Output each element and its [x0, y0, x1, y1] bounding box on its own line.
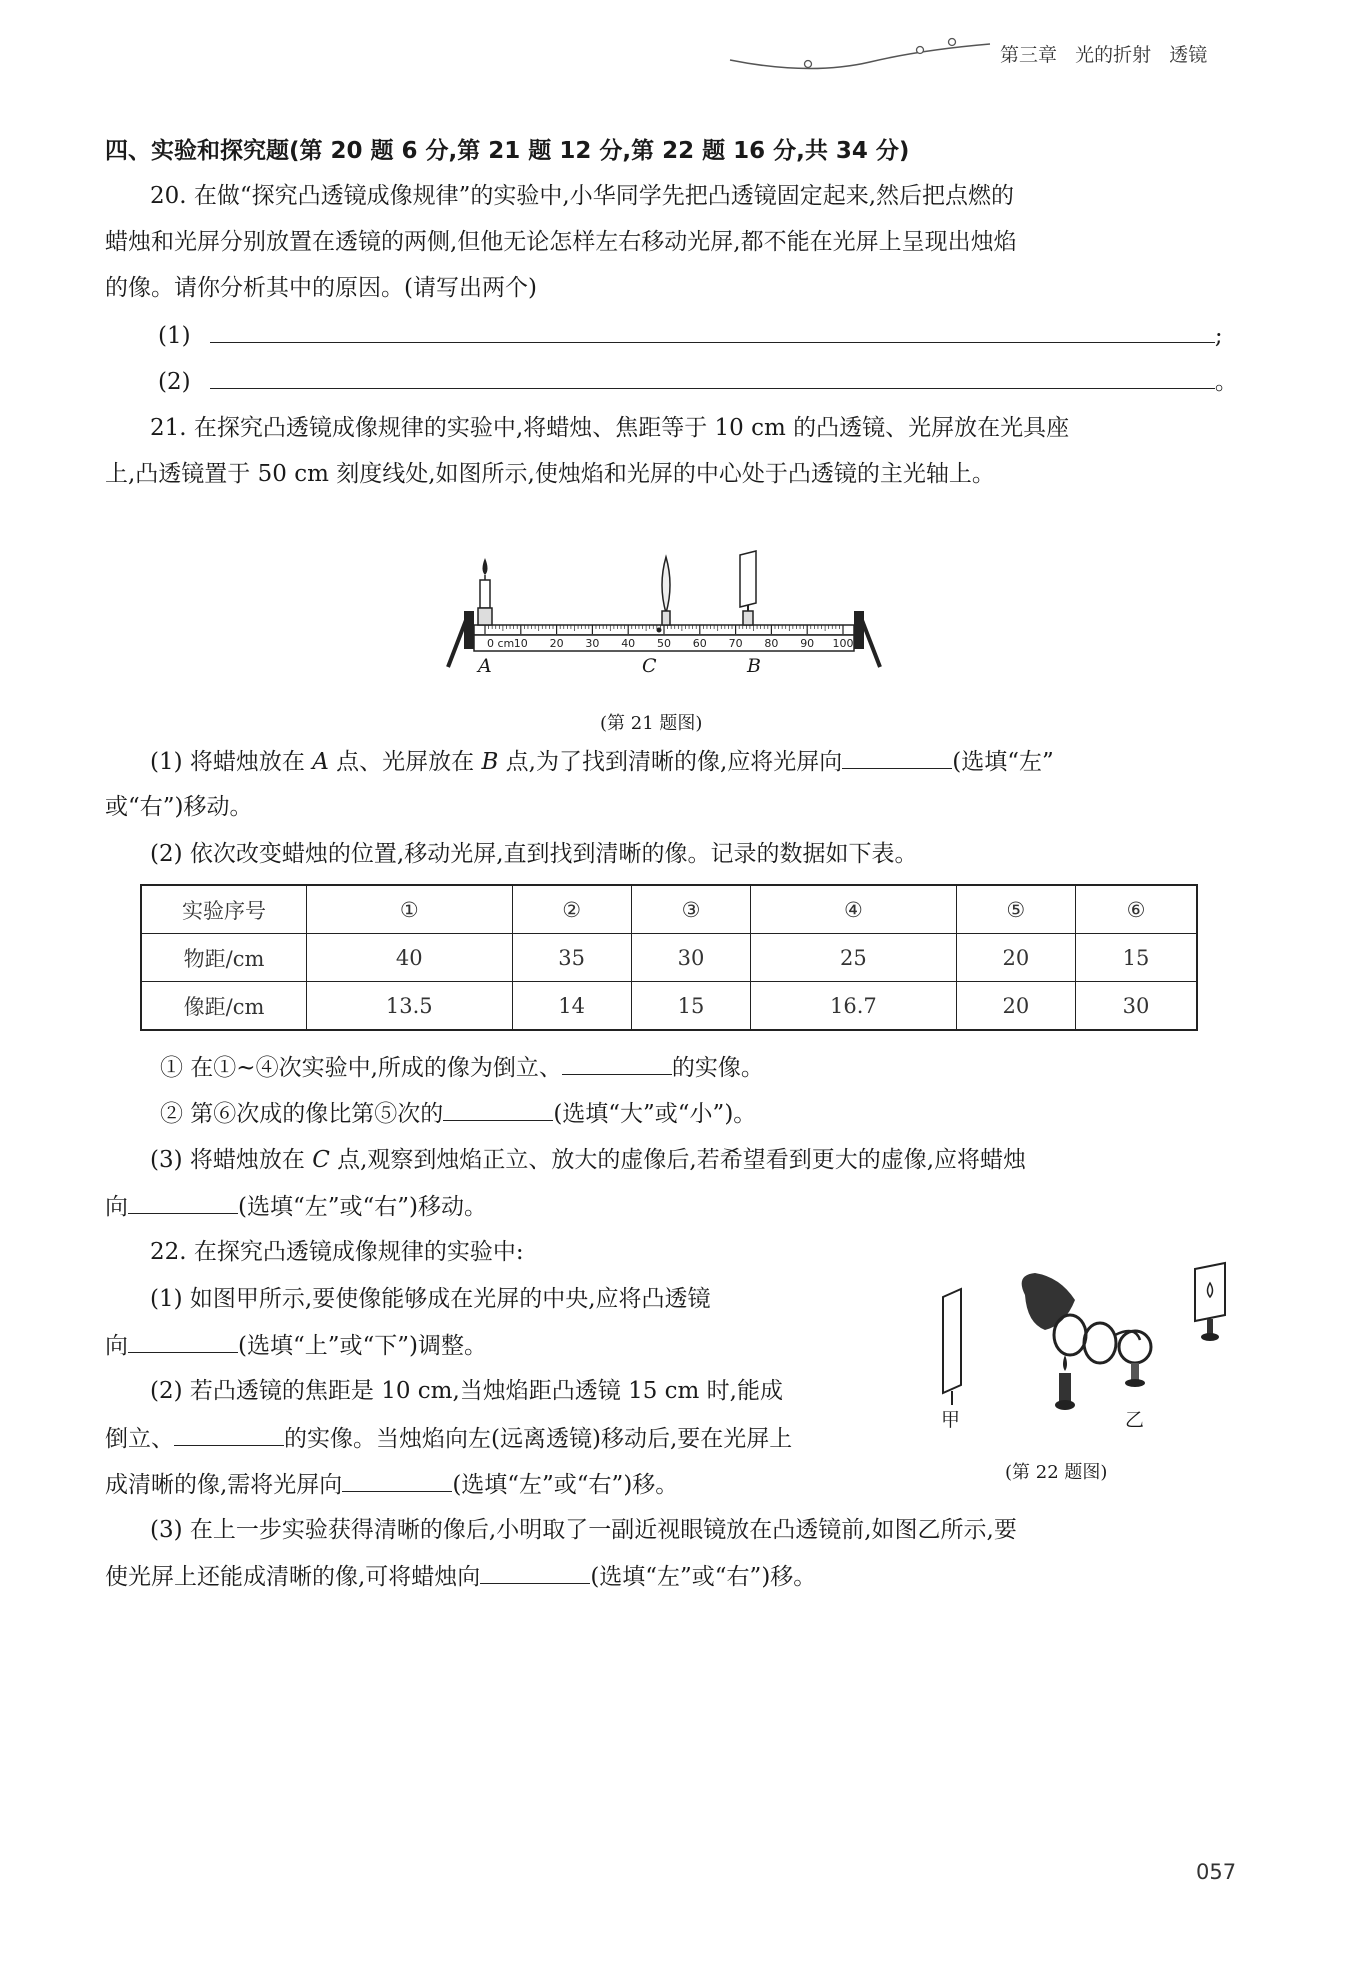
light-screen — [740, 551, 756, 625]
q21-p3-line2-text-b: (选填“左”或“右”)移动。 — [238, 1194, 487, 1220]
table-cell: 35 — [512, 934, 631, 982]
q22-part-2-line-3 — [105, 1469, 678, 1500]
q21-sub-1-text-b: 的实像。 — [671, 1055, 764, 1081]
q21-sub-2-text-a: ② 第⑥次成的像比第⑤次的 — [160, 1101, 444, 1127]
q22-part-2-line-1: (2) 若凸透镜的焦距是 10 cm,当烛焰距凸透镜 15 cm 时,能成 — [150, 1378, 783, 1404]
q21-p1-text-c: 点,为了找到清晰的像,应将光屏向 — [498, 749, 843, 775]
q20-answer-2 — [158, 366, 1238, 397]
table-cell: 15 — [631, 982, 750, 1031]
q20-answer-1-blank[interactable] — [210, 320, 1215, 343]
q20-answer-1-end: ; — [1214, 323, 1223, 349]
optical-bench-figure — [440, 535, 890, 685]
table-header-cell: ⑤ — [956, 885, 1075, 934]
table-cell: 物距/cm — [141, 934, 307, 982]
q20-line-3: 的像。请你分析其中的原因。(请写出两个) — [105, 275, 537, 301]
table-cell: 40 — [307, 934, 513, 982]
ruler-tick-label: 100 — [832, 637, 854, 650]
q22-p1-blank[interactable] — [128, 1330, 238, 1353]
q22-p3-blank[interactable] — [480, 1561, 590, 1584]
ruler-tick-label: 40 — [621, 637, 636, 650]
ruler-tick-label: 10 — [513, 637, 528, 650]
table-cell: 14 — [512, 982, 631, 1031]
table-cell: 16.7 — [751, 982, 957, 1031]
q21-sub-2 — [160, 1098, 756, 1129]
figure-22 — [935, 1255, 1255, 1430]
q21-p1-point-a: A — [312, 749, 329, 775]
q22-part-1-line-1: (1) 如图甲所示,要使像能够成在光屏的中央,应将凸透镜 — [150, 1286, 711, 1312]
q22-p2-line2-text-a: 倒立、 — [105, 1426, 174, 1452]
q20-line-1: 20. 在做“探究凸透镜成像规律”的实验中,小华同学先把凸透镜固定起来,然后把点燃的 — [150, 183, 1015, 209]
q22-line-1: 22. 在探究凸透镜成像规律的实验中: — [150, 1239, 524, 1265]
figure-label-yi: 乙 — [1125, 1409, 1145, 1431]
point-c-label: C — [642, 655, 657, 677]
table-header-cell: ⑥ — [1075, 885, 1197, 934]
q20-answer-2-label: (2) — [158, 369, 191, 395]
ruler-tick-label: 50 — [657, 637, 671, 650]
q21-part-3-line-2 — [105, 1191, 487, 1222]
table-cell: 像距/cm — [141, 982, 307, 1031]
q21-sub-1-text-a: ① 在①~④次实验中,所成的像为倒立、 — [160, 1055, 562, 1081]
convex-lens — [662, 557, 670, 625]
q20-answer-2-blank[interactable] — [210, 366, 1215, 389]
q21-part-1-line-1 — [150, 746, 1054, 777]
q21-p1-blank[interactable] — [842, 746, 952, 769]
table-cell: 30 — [1075, 982, 1197, 1031]
q21-part-2-line: (2) 依次改变蜡烛的位置,移动光屏,直到找到清晰的像。记录的数据如下表。 — [150, 841, 918, 867]
ruler-tick-label: 20 — [549, 637, 564, 650]
q21-line-2: 上,凸透镜置于 50 cm 刻度线处,如图所示,使烛焰和光屏的中心处于凸透镜的主光轴上。 — [105, 461, 995, 487]
q21-sub-1 — [160, 1052, 764, 1083]
table-header-cell: ③ — [631, 885, 750, 934]
table-header-cell: 实验序号 — [141, 885, 307, 934]
q20-answer-1 — [158, 320, 1223, 351]
page-number: 057 — [1196, 1860, 1237, 1884]
ruler-tick-label: 90 — [800, 637, 815, 650]
q21-p1-text-d: (选填“左” — [952, 749, 1054, 775]
data-table — [140, 884, 1198, 1031]
q21-sub-2-text-b: (选填“大”或“小”)。 — [553, 1101, 757, 1127]
point-b-label: B — [747, 655, 761, 677]
candle — [478, 558, 492, 625]
q21-p1-point-b: B — [481, 749, 499, 775]
q22-part-3-line-2 — [105, 1561, 816, 1592]
ruler-tick-label: 60 — [692, 637, 707, 650]
table-row — [141, 982, 1197, 1031]
q21-p3-text-b: 点,观察到烛焰正立、放大的虚像后,若希望看到更大的虚像,应将蜡烛 — [329, 1147, 1027, 1173]
table-row — [141, 885, 1197, 934]
table-header-cell: ① — [307, 885, 513, 934]
q22-p3-text-b: (选填“左”或“右”)移。 — [590, 1564, 817, 1590]
table-cell: 20 — [956, 982, 1075, 1031]
q21-part-1-line-2: 或“右”)移动。 — [105, 794, 253, 820]
table-cell: 25 — [751, 934, 957, 982]
table-header-cell: ④ — [751, 885, 957, 934]
header-decoration — [720, 28, 1000, 78]
header-topic-2: 透镜 — [1169, 44, 1208, 66]
ruler-tick-label: 0 cm — [487, 637, 515, 650]
header-topic-1: 光的折射 — [1075, 44, 1152, 66]
q22-p2-line3-text-a: 成清晰的像,需将光屏向 — [105, 1472, 343, 1498]
table-cell: 20 — [956, 934, 1075, 982]
running-header — [1000, 40, 1207, 67]
q21-p3-line2-text-a: 向 — [105, 1194, 128, 1220]
setup-yi — [1022, 1263, 1225, 1410]
q22-p2-blank-1[interactable] — [174, 1423, 284, 1446]
figure-label-jia: 甲 — [941, 1409, 961, 1431]
q21-p1-text-b: 点、光屏放在 — [328, 749, 482, 775]
point-a-label: A — [478, 655, 492, 677]
q22-p1-text-b: (选填“上”或“下”)调整。 — [238, 1333, 487, 1359]
figure-22-caption: (第 22 题图) — [1005, 1462, 1108, 1483]
q22-p2-line2-text-b: 的实像。当烛焰向左(远离透镜)移动后,要在光屏上 — [284, 1426, 793, 1452]
q21-p3-blank[interactable] — [128, 1191, 238, 1214]
q20-answer-2-end: 。 — [1214, 369, 1238, 395]
ruler-tick-label: 70 — [728, 637, 743, 650]
q21-part-3-line-1 — [150, 1145, 1026, 1175]
q22-p2-line3-text-b: (选填“左”或“右”)移。 — [452, 1472, 679, 1498]
table-cell: 30 — [631, 934, 750, 982]
ruler-tick-label: 80 — [764, 637, 779, 650]
table-cell: 13.5 — [307, 982, 513, 1031]
ruler-tick-label: 30 — [585, 637, 600, 650]
q22-p1-text-a: 向 — [105, 1333, 128, 1359]
q21-sub-2-blank[interactable] — [443, 1098, 553, 1121]
q21-p3-point-c: C — [312, 1147, 330, 1173]
header-chapter: 第三章 — [1000, 44, 1058, 66]
q20-answer-1-label: (1) — [158, 323, 191, 349]
q21-p1-text-a: (1) 将蜡烛放在 — [150, 749, 313, 775]
q22-part-2-line-2 — [105, 1423, 792, 1454]
q21-p3-text-a: (3) 将蜡烛放在 — [150, 1147, 313, 1173]
table-cell: 15 — [1075, 934, 1197, 982]
table-row — [141, 934, 1197, 982]
figure-21-caption: (第 21 题图) — [600, 713, 703, 734]
q20-line-2: 蜡烛和光屏分别放置在透镜的两侧,但他无论怎样左右移动光屏,都不能在光屏上呈现出烛焰 — [105, 229, 1017, 255]
section-title: 四、实验和探究题(第 20 题 6 分,第 21 题 12 分,第 22 题 16 分,共 34 分) — [105, 138, 910, 164]
q22-part-1-line-2 — [105, 1330, 487, 1361]
q21-sub-1-blank[interactable] — [562, 1052, 672, 1075]
q22-p3-text-a: 使光屏上还能成清晰的像,可将蜡烛向 — [105, 1564, 481, 1590]
table-header-cell: ② — [512, 885, 631, 934]
q21-line-1: 21. 在探究凸透镜成像规律的实验中,将蜡烛、焦距等于 10 cm 的凸透镜、光屏放在光具座 — [150, 415, 1070, 441]
q22-p2-blank-2[interactable] — [342, 1469, 452, 1492]
q22-part-3-line-1: (3) 在上一步实验获得清晰的像后,小明取了一副近视眼镜放在凸透镜前,如图乙所示,要 — [150, 1517, 1017, 1543]
screen-jia — [943, 1289, 961, 1405]
